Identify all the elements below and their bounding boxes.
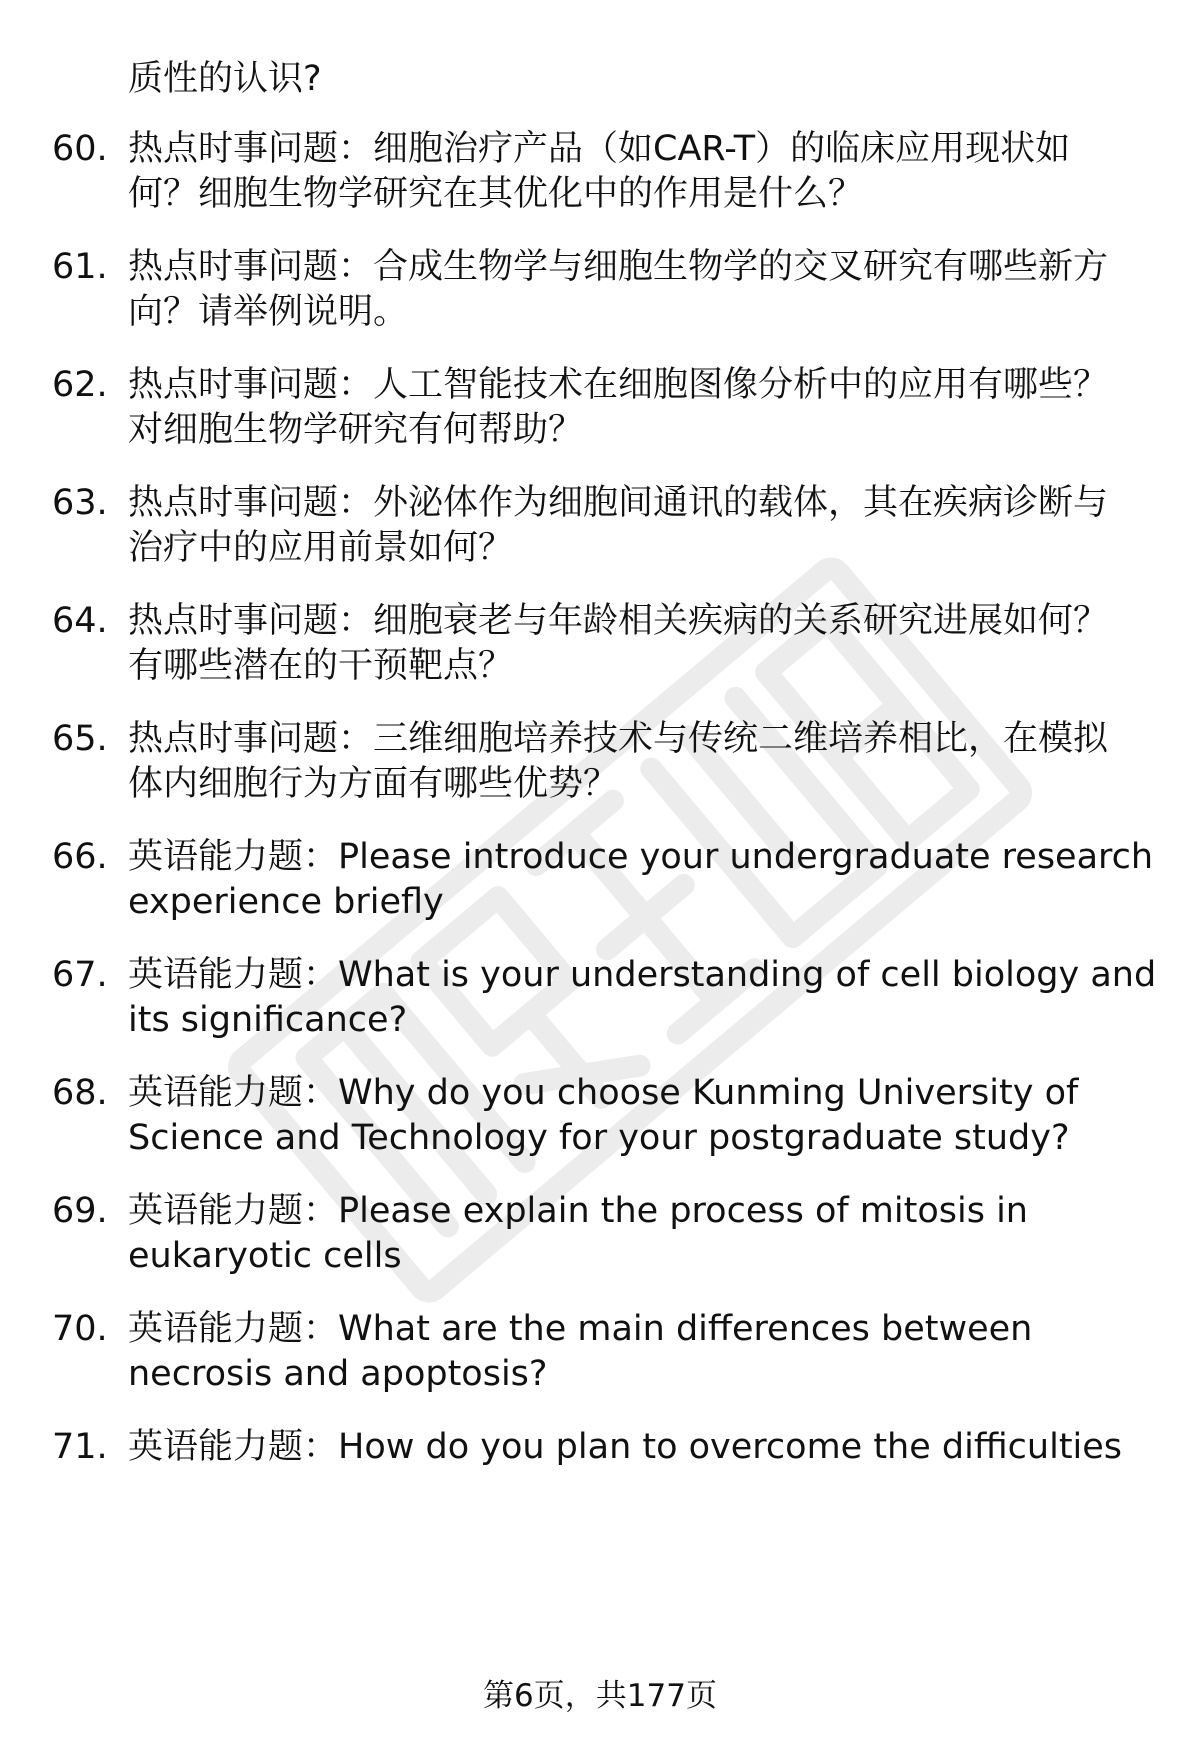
item-number: 62. bbox=[52, 365, 108, 405]
item-text-line: 英语能力题：What are the main differences between bbox=[128, 1309, 1033, 1349]
item-text-line: 有哪些潜在的干预靶点？ bbox=[128, 646, 514, 686]
continued-question-text: 质性的认识? bbox=[128, 59, 322, 99]
item-number: 69. bbox=[52, 1191, 108, 1231]
item-number: 68. bbox=[52, 1073, 108, 1113]
item-text-line: eukaryotic cells bbox=[128, 1236, 402, 1276]
item-text-line: 热点时事问题：三维细胞培养技术与传统二维培养相比，在模拟 bbox=[128, 719, 1109, 759]
item-number: 66. bbox=[52, 837, 108, 877]
item-text-line: 英语能力题：How do you plan to overcome the difficulties bbox=[128, 1427, 1123, 1467]
item-text-line: 热点时事问题：细胞衰老与年龄相关疾病的关系研究进展如何？ bbox=[128, 601, 1109, 641]
item-number: 64. bbox=[52, 601, 108, 641]
item-text-line: 热点时事问题：合成生物学与细胞生物学的交叉研究有哪些新方 bbox=[128, 247, 1109, 287]
item-number: 65. bbox=[52, 719, 108, 759]
item-number: 63. bbox=[52, 483, 108, 523]
item-text-line: its significance? bbox=[128, 1000, 408, 1040]
item-text-line: 热点时事问题：人工智能技术在细胞图像分析中的应用有哪些？ bbox=[128, 365, 1109, 405]
item-text-line: 对细胞生物学研究有何帮助？ bbox=[128, 410, 584, 450]
item-text-line: 热点时事问题：细胞治疗产品（如CAR-T）的临床应用现状如 bbox=[128, 129, 1071, 169]
item-text-line: 何？细胞生物学研究在其优化中的作用是什么？ bbox=[128, 174, 864, 214]
item-number: 70. bbox=[52, 1309, 108, 1349]
item-number: 67. bbox=[52, 955, 108, 995]
item-text-line: 热点时事问题：外泌体作为细胞间通讯的载体，其在疾病诊断与 bbox=[128, 483, 1109, 523]
item-number: 61. bbox=[52, 247, 108, 287]
item-text-line: 向？请举例说明。 bbox=[128, 292, 409, 332]
item-text-line: Science and Technology for your postgraduate study? bbox=[128, 1118, 1070, 1158]
item-text-line: 治疗中的应用前景如何？ bbox=[128, 528, 514, 568]
item-text-line: 英语能力题：What is your understanding of cell biology and bbox=[128, 955, 1157, 995]
item-text-line: 英语能力题：Please explain the process of mitosis in bbox=[128, 1191, 1028, 1231]
item-text-line: 英语能力题：Why do you choose Kunming University of bbox=[128, 1073, 1079, 1113]
item-number: 60. bbox=[52, 129, 108, 169]
item-text-line: 英语能力题：Please introduce your undergraduate research bbox=[128, 837, 1154, 877]
item-text-line: necrosis and apoptosis? bbox=[128, 1354, 548, 1394]
item-text-line: experience briefly bbox=[128, 882, 444, 922]
item-number: 71. bbox=[52, 1427, 108, 1467]
page-footer: 第6页，共177页 bbox=[483, 1678, 717, 1714]
item-text-line: 体内细胞行为方面有哪些优势？ bbox=[128, 764, 619, 804]
